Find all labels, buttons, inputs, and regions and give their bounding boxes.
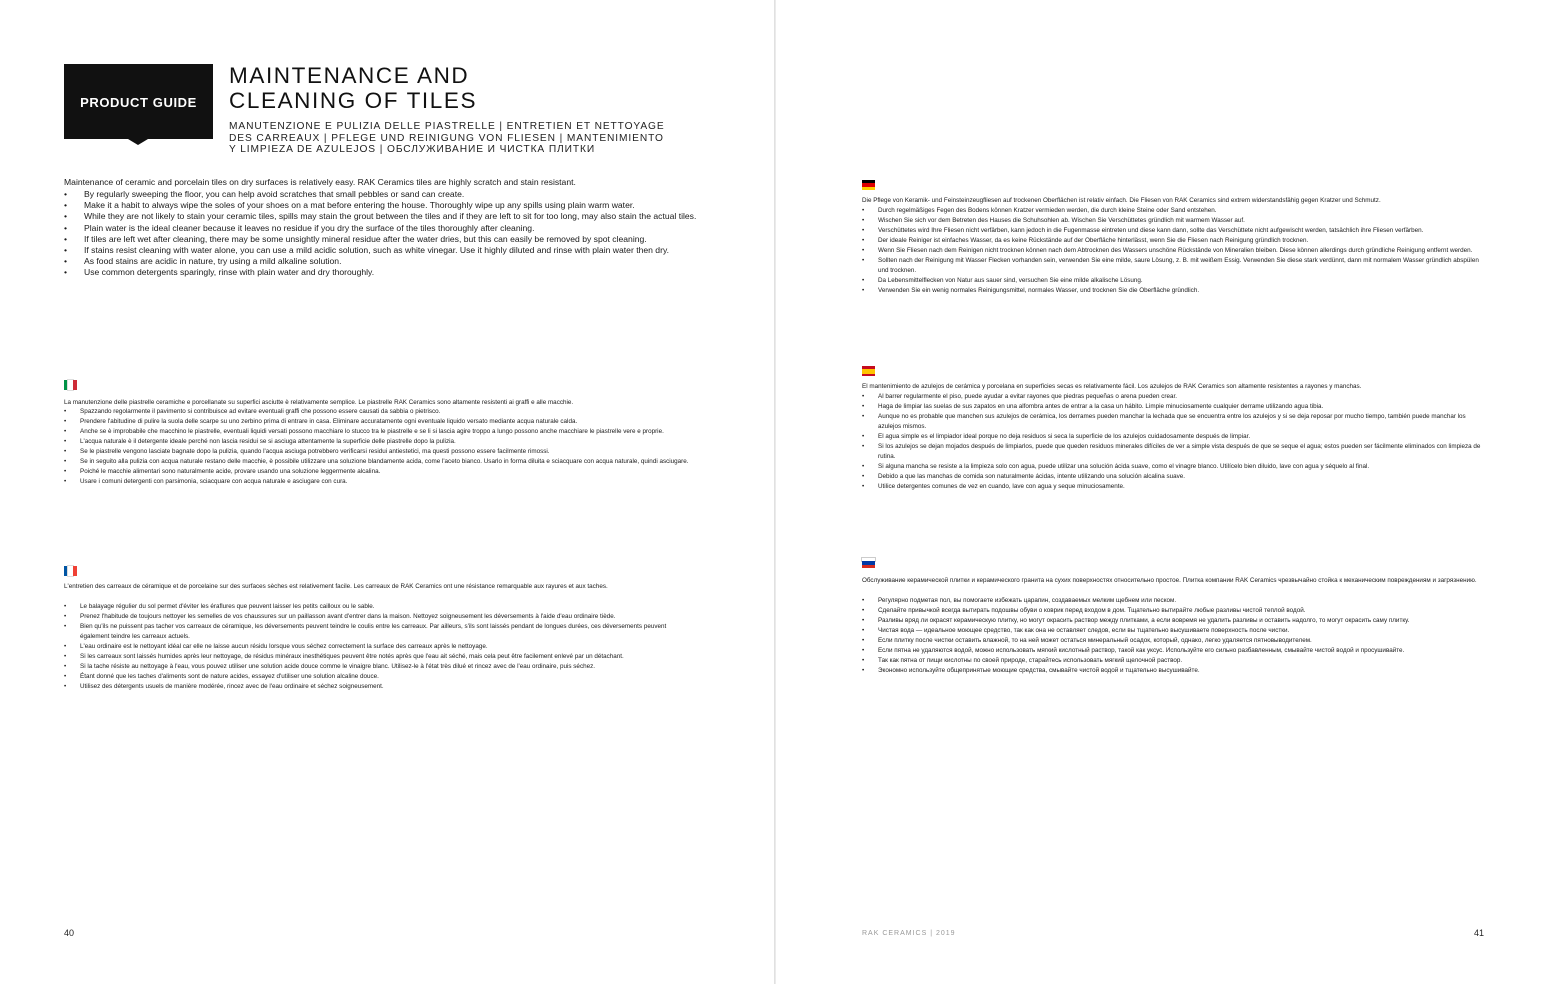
bullet-item: • Si la tache résiste au nettoyage à l'eau, vous pouvez utiliser une solution acide douce comme le vinaigre blanc. Utilisez-le à l'état très dilué et rincez avec de l'eau ordinaire, puis séchez. bbox=[64, 662, 694, 672]
left-page bbox=[0, 0, 774, 984]
spanish-intro: El mantenimiento de azulejos de cerámica y porcelana en superficies secas es relativamente fácil. Los azulejos de RAK Ceramics son altamente resistentes a rayones y manchas. bbox=[862, 383, 1362, 390]
bullet-item: • Aunque no es probable que manchen sus azulejos de cerámica, los derrames pueden manchar la lechada que se encuentra entre los azulejos y si se deja reposar por mucho tiempo, también puede manchar los azulejos mismos. bbox=[862, 412, 1482, 432]
bullet-item: • Si les carreaux sont laissés humides après leur nettoyage, de résidus minéraux inesthétiques peuvent être notés après que l'eau ait séché, mais cela peut être facilement enlevé par un détachant. bbox=[64, 652, 694, 662]
bullet-item: • Разливы вряд ли окрасят керамическую плитку, но могут окрасить раствор между плитками, а если вовремя не удалить разливы и оставить надолго, то могут окрасить саму плитку. bbox=[862, 616, 1482, 626]
bullet-item: • Сделайте привычкой всегда вытирать подошвы обуви о коврик перед входом в дом. Тщательно вытирайте любые разливы чистой теплой водой. bbox=[862, 606, 1482, 616]
bullet-item: • Utilice detergentes comunes de vez en cuando, lave con agua y seque minuciosamente. bbox=[862, 482, 1482, 492]
germany-flag-icon bbox=[862, 180, 875, 190]
bullet-item: • Al barrer regularmente el piso, puede ayudar a evitar rayones que piedras pequeñas o arena pueden crear. bbox=[862, 392, 1482, 402]
bullet-item: • Le balayage régulier du sol permet d'éviter les éraflures que peuvent laisser les petits cailloux ou le sable. bbox=[64, 602, 694, 612]
bullet-item: • Si alguna mancha se resiste a la limpieza solo con agua, puede utilizar una solución ácida suave, como el vinagre blanco. Utilícelo bien diluido, lave con agua y séquelo al final. bbox=[862, 462, 1482, 472]
bullet-item: • L'eau ordinaire est le nettoyant idéal car elle ne laisse aucun résidu lorsque vous séchez correctement la surface des carreaux après le nettoyage. bbox=[64, 642, 694, 652]
page-title bbox=[229, 63, 477, 113]
bullet-item: • Prenez l'habitude de toujours nettoyer les semelles de vos chaussures sur un paillasson avant d'entrer dans la maison. Nettoyez soigneusement les déversements à l'aide d'eau ordinaire tiède. bbox=[64, 612, 694, 622]
italy-flag-icon bbox=[64, 380, 77, 390]
bullet-item: • Da Lebensmittelflecken von Natur aus sauer sind, versuchen Sie eine milde alkalische Lösung. bbox=[862, 276, 1482, 286]
title-line-1: MAINTENANCE AND bbox=[229, 63, 470, 88]
bullet-item: • By regularly sweeping the floor, you can help avoid scratches that small pebbles or sand can create. bbox=[64, 189, 704, 200]
bullet-item: • If stains resist cleaning with water alone, you can use a mild acidic solution, such as white vinegar. Use it highly diluted and rinse with plain water then dry. bbox=[64, 245, 704, 256]
bullet-item: • Так как пятна от пищи кислотны по своей природе, старайтесь использовать мягкий щелочной раствор. bbox=[862, 656, 1482, 666]
title-line-2: CLEANING OF TILES bbox=[229, 88, 478, 113]
bullet-item: • Se in seguito alla pulizia con acqua naturale restano delle macchie, è possibile utilizzare una soluzione blandamente acida, come l'aceto bianco. Usarlo in forma diluita e sciacquare con acqua naturale, quindi asciugare. bbox=[64, 457, 694, 467]
badge-label: PRODUCT GUIDE bbox=[80, 95, 197, 110]
bullet-item: • Debido a que las manchas de comida son naturalmente ácidas, intente utilizando una solución alcalina suave. bbox=[862, 472, 1482, 482]
bullet-item: • Use common detergents sparingly, rinse with plain water and dry thoroughly. bbox=[64, 267, 704, 278]
bullet-item: • Если пятна не удаляются водой, можно использовать мягкий кислотный раствор, такой как уксус. Используйте его сильно разбавленным, смывайте чистой водой и просушивайте. bbox=[862, 646, 1482, 656]
bullet-item: • Durch regelmäßiges Fegen des Bodens können Kratzer vermieden werden, die durch kleine Steine oder Sand entstehen. bbox=[862, 206, 1482, 216]
bullet-item: • Plain water is the ideal cleaner because it leaves no residue if you dry the surface of the tiles thoroughly after cleaning. bbox=[64, 223, 704, 234]
english-bullet-list bbox=[64, 189, 704, 279]
bullet-item: • Étant donné que les taches d'aliments sont de nature acides, essayez d'utiliser une solution alcaline douce. bbox=[64, 672, 694, 682]
bullet-item: • As food stains are acidic in nature, try using a mild alkaline solution. bbox=[64, 256, 704, 267]
france-flag-icon bbox=[64, 566, 77, 576]
bullet-item: • Регулярно подметая пол, вы помогаете избежать царапин, создаваемых мелким щебнем или песком. bbox=[862, 596, 1482, 606]
bullet-item: • Чистая вода — идеальное моющее средство, так как она не оставляет следов, если вы тщательно высушиваете поверхность после чистки. bbox=[862, 626, 1482, 636]
bullet-item: • Spazzando regolarmente il pavimento si contribuisce ad evitare eventuali graffi che possono essere causati da sabbia o pietrisco. bbox=[64, 407, 694, 417]
spanish-bullet-list bbox=[862, 392, 1482, 492]
bullet-item: • Der ideale Reiniger ist einfaches Wasser, da es keine Rückstände auf der Oberfläche hinterlässt, wenn Sie die Fliesen nach Reinigung gründlich trocknen. bbox=[862, 236, 1482, 246]
bullet-item: • If tiles are left wet after cleaning, there may be some unsightly mineral residue after the water dries, but this can easily be removed by spot cleaning. bbox=[64, 234, 704, 245]
bullet-item: • Utilisez des détergents usuels de manière modérée, rincez avec de l'eau ordinaire et séchez soigneusement. bbox=[64, 682, 694, 692]
spain-flag-icon bbox=[862, 366, 875, 376]
bullet-item: • Verwenden Sie ein wenig normales Reinigungsmittel, normales Wasser, und trocknen Sie die Oberfläche gründlich. bbox=[862, 286, 1482, 296]
french-intro: L'entretien des carreaux de céramique et de porcelaine sur des surfaces sèches est relativement facile. Les carreaux de RAK Ceramics ont une résistance remarquable aux rayures et aux taches. bbox=[64, 583, 608, 590]
bullet-item: • Poiché le macchie alimentari sono naturalmente acide, provare usando una soluzione leggermente alcalina. bbox=[64, 467, 694, 477]
right-page bbox=[776, 0, 1550, 984]
bullet-item: • Anche se è improbabile che macchino le piastrelle, eventuali liquidi versati possono macchiare lo stucco tra le piastrelle e se li si lascia agire troppo a lungo possono anche macchiare le piastrelle vere e proprie. bbox=[64, 427, 694, 437]
bullet-item: • Prendere l'abitudine di pulire la suola delle scarpe su uno zerbino prima di entrare in casa. Eliminare accuratamente ogni eventuale liquido versato mediante acqua naturale calda. bbox=[64, 417, 694, 427]
bullet-item: • Haga de limpiar las suelas de sus zapatos en una alfombra antes de entrar a la casa un hábito. Limpie minuciosamente cualquier derrame utilizando agua tibia. bbox=[862, 402, 1482, 412]
bullet-item: • Bien qu'ils ne puissent pas tacher vos carreaux de céramique, les déversements peuvent teindre le coulis entre les carreaux. Par ailleurs, s'ils sont laissés pendant de longues durées, ces déversements peuvent également teindre les carreaux actuels. bbox=[64, 622, 694, 642]
french-bullet-list bbox=[64, 602, 694, 692]
bullet-item: • Экономно используйте общепринятые моющие средства, смывайте чистой водой и тщательно высушивайте. bbox=[862, 666, 1482, 676]
bullet-item: • Sollten nach der Reinigung mit Wasser Flecken vorhanden sein, verwenden Sie eine milde, saure Lösung, z. B. mit weißem Essig. Verwenden Sie diese stark verdünnt, dann mit normalem Wasser gründlich abspülen und trocknen. bbox=[862, 256, 1482, 276]
bullet-item: • Wenn Sie Fliesen nach dem Reinigen nicht trocknen können nach dem Abtrocknen des Wassers unschöne Rückstände von Mineralien bleiben. Diese können allerdings durch gründliche Reinigung entfernt werden. bbox=[862, 246, 1482, 256]
bullet-item: • Если плитку после чистки оставить влажной, то на ней может остаться минеральный осадок, который, однако, легко удаляется пятновыводителем. bbox=[862, 636, 1482, 646]
russia-flag-icon bbox=[862, 558, 875, 568]
footer-brand: RAK CERAMICS | 2019 bbox=[862, 930, 956, 937]
page-number-left: 40 bbox=[64, 928, 75, 938]
page-number-right: 41 bbox=[1474, 928, 1485, 938]
bullet-item: • L'acqua naturale è il detergente ideale perché non lascia residui se si asciuga attentamente la superficie delle piastrelle dopo la pulizia. bbox=[64, 437, 694, 447]
english-intro: Maintenance of ceramic and porcelain tiles on dry surfaces is relatively easy. RAK Ceramics tiles are highly scratch and stain resistant. bbox=[64, 177, 576, 187]
russian-intro: Обслуживание керамической плитки и керамического гранита на сухих поверхностях относительно простое. Плитка компании RAK Ceramics чрезвычайно стойка к механическим повреждениям и загрязнению. bbox=[862, 577, 1477, 584]
bullet-item: • Se le piastrelle vengono lasciate bagnate dopo la pulizia, quando l'acqua asciuga potrebbero verificarsi residui antiestetici, ma questi possono essere facilmente rimossi. bbox=[64, 447, 694, 457]
bullet-item: • Verschüttetes wird Ihre Fliesen nicht verfärben, kann jedoch in die Fugenmasse eintreten und diese kann dann, sollte das Verschüttete nicht aufgewischt werden, tatsächlich ihre Fliesen verfärben. bbox=[862, 226, 1482, 236]
german-bullet-list bbox=[862, 206, 1482, 296]
bullet-item: • Make it a habit to always wipe the soles of your shoes on a mat before entering the house. Thoroughly wipe up any spills using plain warm water. bbox=[64, 200, 704, 211]
product-guide-badge bbox=[64, 64, 213, 139]
bullet-item: • Usare i comuni detergenti con parsimonia, sciacquare con acqua naturale e asciugare con cura. bbox=[64, 477, 694, 487]
multilingual-subtitle: MANUTENZIONE E PULIZIA DELLE PIASTRELLE | ENTRETIEN ET NETTOYAGE DES CARREAUX | PFLEGE UND REINIGUNG VON FLIESEN | MANTENIMIENTO Y LIMPIEZA DE AZULEJOS | ОБСЛУЖИВАНИЕ И ЧИСТКА ПЛИТКИ bbox=[229, 121, 665, 155]
bullet-item: • El agua simple es el limpiador ideal porque no deja residuos si seca la superficie de los azulejos cuidadosamente después de limpiar. bbox=[862, 432, 1482, 442]
italian-intro: La manutenzione delle piastrelle ceramiche e porcellanate su superfici asciutte è relativamente semplice. Le piastrelle RAK Ceramics sono altamente resistenti ai graffi e alle macchie. bbox=[64, 399, 574, 406]
german-intro: Die Pflege von Keramik- und Feinsteinzeugfliesen auf trockenen Oberflächen ist relativ einfach. Die Fliesen von RAK Ceramics sind extrem widerstandsfähig gegen Kratzer und Schmutz. bbox=[862, 197, 1381, 204]
bullet-item: • While they are not likely to stain your ceramic tiles, spills may stain the grout between the tiles and if they are left to sit for too long, may also stain the actual tiles. bbox=[64, 211, 704, 222]
russian-bullet-list bbox=[862, 596, 1482, 676]
bullet-item: • Wischen Sie sich vor dem Betreten des Hauses die Schuhsohlen ab. Wischen Sie Verschüttetes gründlich mit warmem Wasser auf. bbox=[862, 216, 1482, 226]
bullet-item: • Si los azulejos se dejan mojados después de limpiarlos, puede que queden residuos minerales difíciles de ver a simple vista después de que se seque el agua; estos pueden ser fácilmente eliminados con limpieza de rutina. bbox=[862, 442, 1482, 462]
italian-bullet-list bbox=[64, 407, 694, 487]
